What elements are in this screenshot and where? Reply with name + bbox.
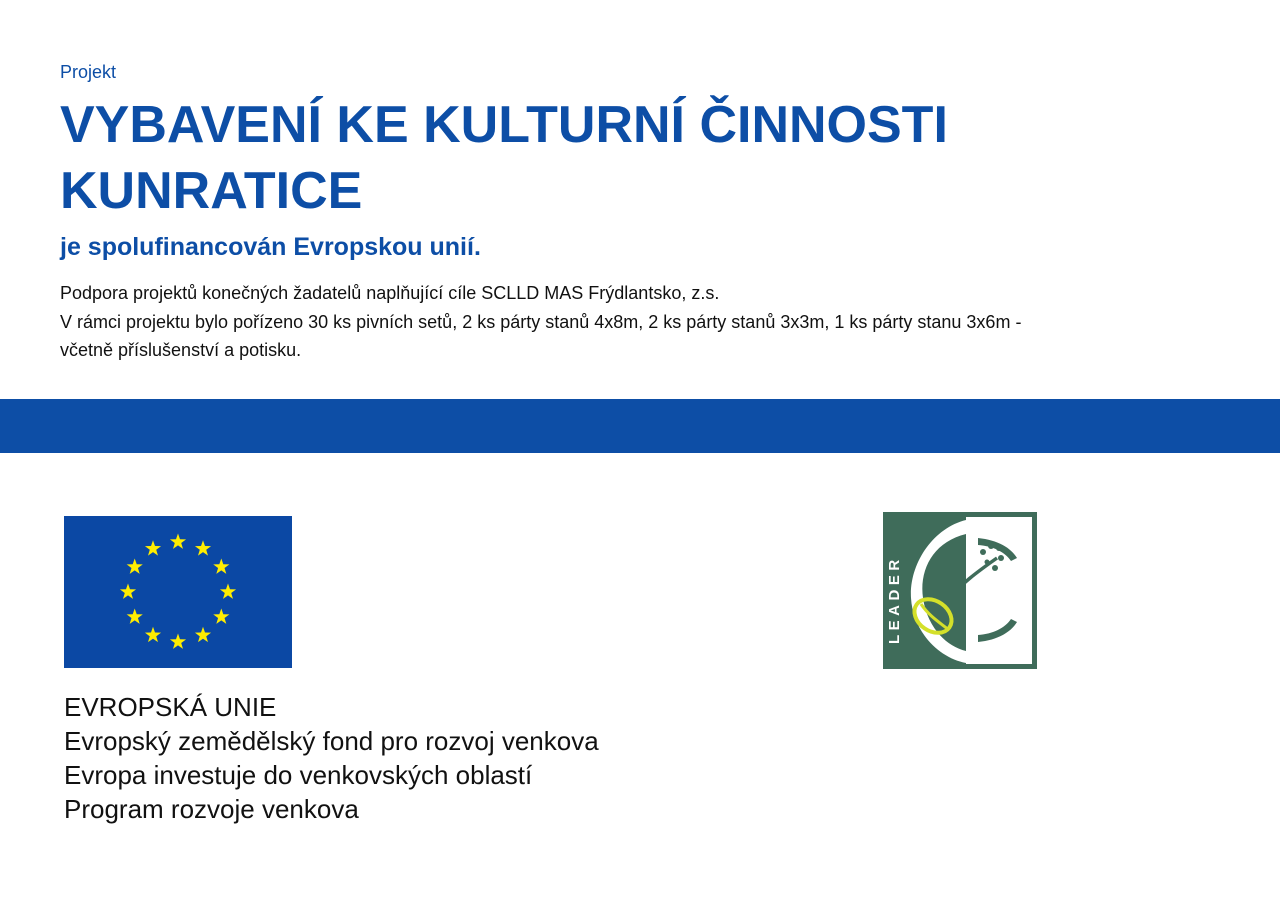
leader-logo-inner-panel — [966, 517, 1032, 664]
project-description — [60, 279, 1240, 365]
blue-divider-band — [0, 399, 1280, 453]
project-title — [60, 92, 1060, 224]
eu-line-program: Program rozvoje venkova — [64, 794, 359, 824]
cofinancing-subtitle: je spolufinancován Evropskou unií. — [60, 233, 481, 261]
eu-funding-text — [64, 690, 599, 826]
eu-line-invests: Evropa investuje do venkovských oblastí — [64, 760, 533, 790]
project-title-line-1: VYBAVENÍ KE KULTURNÍ ČINNOSTI — [60, 96, 948, 154]
leader-logo-text: LEADER — [886, 555, 903, 644]
leader-logo-icon — [883, 512, 1037, 669]
description-line-3: včetně příslušenství a potisku. — [60, 340, 302, 360]
eu-line-union: EVROPSKÁ UNIE — [64, 692, 277, 722]
description-line-1: Podpora projektů konečných žadatelů naplňující cíle SCLLD MAS Frýdlantsko, z.s. — [60, 283, 720, 303]
project-title-line-2: KUNRATICE — [60, 162, 363, 220]
description-line-2: V rámci projektu bylo pořízeno 30 ks pivních setů, 2 ks párty stanů 4x8m, 2 ks párty stanů 3x3m, 1 ks párty stanu 3x6m - — [60, 311, 1022, 332]
eu-flag-icon — [64, 516, 292, 668]
eu-line-fund: Evropský zemědělský fond pro rozvoj venkova — [64, 726, 599, 756]
project-label: Projekt — [60, 62, 117, 82]
